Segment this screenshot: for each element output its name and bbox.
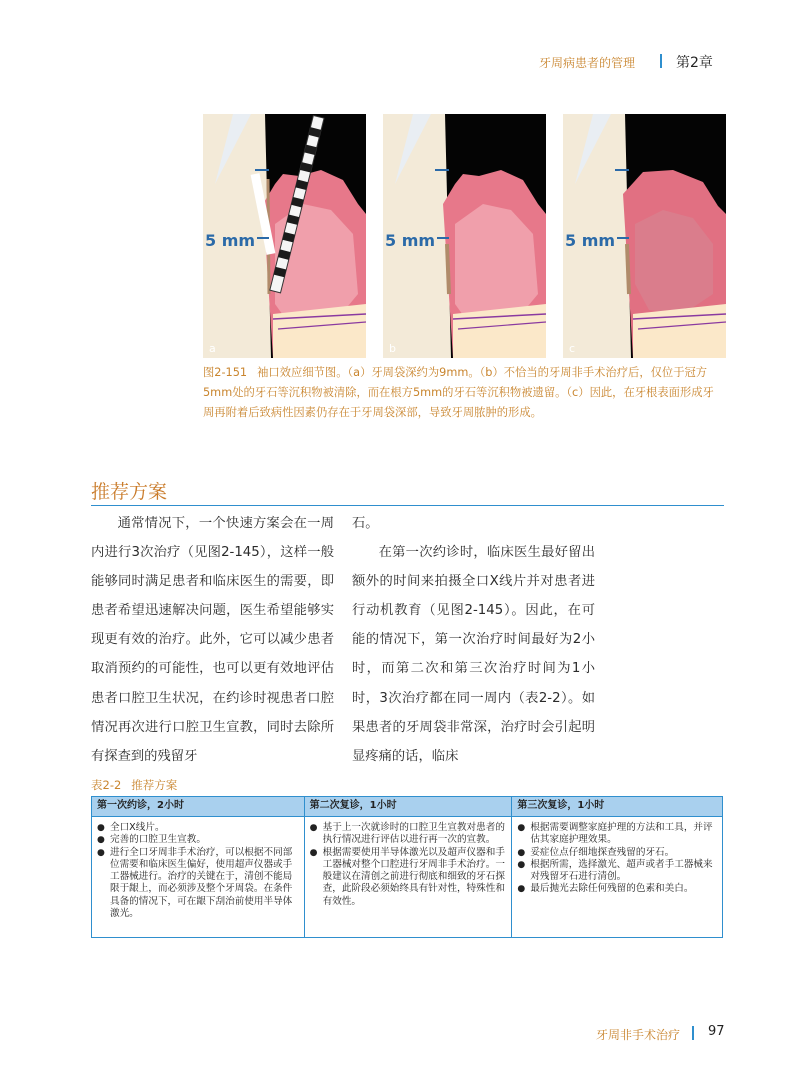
list-item: ● 最后抛光去除任何残留的色素和美白。 [517, 883, 717, 895]
list-item: ● 根据所需，选择激光、超声或者手工器械来对残留牙石进行清创。 [517, 859, 717, 884]
section-title: 推荐方案 [91, 481, 168, 503]
list-item: ● 基于上一次就诊时的口腔卫生宣教对患者的执行情况进行评估以进行再一次的宣教。 [310, 822, 507, 847]
panel-label: a [209, 342, 216, 355]
table-title [91, 777, 177, 793]
paragraph: 通常情况下，一个快速方案会在一周内进行3次治疗（见图2-145），这样一般能够同时满足患者和临床医生的需要，即患者希望迅速解决问题，医生希望能够实现更有效的治疗。此外，它可以减少患者取消预约的可能性，也可以更有效地评估患者口腔卫生状况，在约诊时视患者口腔情况再次进行口腔卫生宣教，同时去除所有探查到的残留牙 [91, 516, 334, 764]
table-cell-first-visit [92, 817, 305, 938]
section-rule [91, 505, 724, 506]
table-title-text: 推荐方案 [131, 778, 178, 792]
body-column-left [91, 509, 334, 771]
page-number: 97 [708, 1024, 725, 1039]
paragraph-continuation: 石。 [352, 516, 379, 531]
list-item: ● 根据需要调整家庭护理的方法和工具，并评估其家庭护理效果。 [517, 822, 717, 847]
table-cell-second-visit [304, 817, 512, 938]
body-column-right [352, 509, 595, 771]
running-footer-section: 牙周非手术治疗 [595, 1028, 680, 1042]
table-tag: 表2-2 [91, 778, 122, 792]
paragraph: 在第一次约诊时，临床医生最好留出额外的时间来拍摄全口X线片并对患者进行动机教育（见图2-145）。因此，在可能的情况下，第一次治疗时间最好为2小时，而第二次和第三次治疗时间为1小时，3次治疗都在同一周内（表2-2）。如果患者的牙周袋非常深，治疗时会引起明显疼痛的话，临床 [352, 545, 595, 764]
running-header-section: 牙周病患者的管理 [538, 56, 635, 70]
list-item: ● 全口X线片。 [97, 822, 299, 834]
running-header-chapter: 第2章 [676, 55, 713, 71]
table-header-cell: 第二次复诊，1小时 [304, 797, 512, 817]
figure-caption [203, 363, 723, 423]
list-item: ● 进行全口牙周非手术治疗，可以根据不同部位需要和临床医生偏好，使用超声仪器或手工器械进行。治疗的关键在于，清创不能局限于龈上，而必须涉及整个牙周袋。在条件具备的情况下，可在龈下刮治前使用半导体激光。 [97, 847, 299, 921]
figure-panel-a [203, 114, 366, 358]
measure-label: 5 mm [565, 231, 616, 250]
table-row [92, 817, 723, 938]
table-header-cell: 第三次复诊，1小时 [512, 797, 723, 817]
list-item: ● 根据需要使用半导体激光以及超声仪器和手工器械对整个口腔进行牙周非手术治疗。一般建议在清创之前进行彻底和细致的牙石探查，此阶段必须始终具有针对性，特殊性和有效性。 [310, 847, 507, 908]
figure-panel-c [563, 114, 726, 358]
footer-divider [692, 1026, 694, 1040]
header-divider [660, 54, 662, 68]
caption-tag: 图2-151 [203, 366, 248, 379]
measure-label: 5 mm [385, 231, 436, 250]
table-header-cell: 第一次约诊，2小时 [92, 797, 305, 817]
figure-panel-b [383, 114, 546, 358]
list-item: ● 完善的口腔卫生宣教。 [97, 834, 299, 846]
measure-label: 5 mm [205, 231, 256, 250]
caption-text: 袖口效应细节图。（a）牙周袋深约为9mm。（b）不恰当的牙周非手术治疗后，仅位于冠方5mm处的牙石等沉积物被清除，而在根方5mm的牙石等沉积物被遗留。（c）因此，在牙根表面形成牙周再附着后致病性因素仍存在于牙周袋深部，导致牙周脓肿的形成。 [203, 366, 714, 419]
table-header-row [92, 797, 723, 817]
panel-label: b [389, 342, 396, 355]
list-item: ● 妥症位点仔细地探查残留的牙石。 [517, 847, 717, 859]
panel-label: c [569, 342, 576, 355]
recommendation-table [91, 796, 723, 938]
table-cell-third-visit [512, 817, 723, 938]
